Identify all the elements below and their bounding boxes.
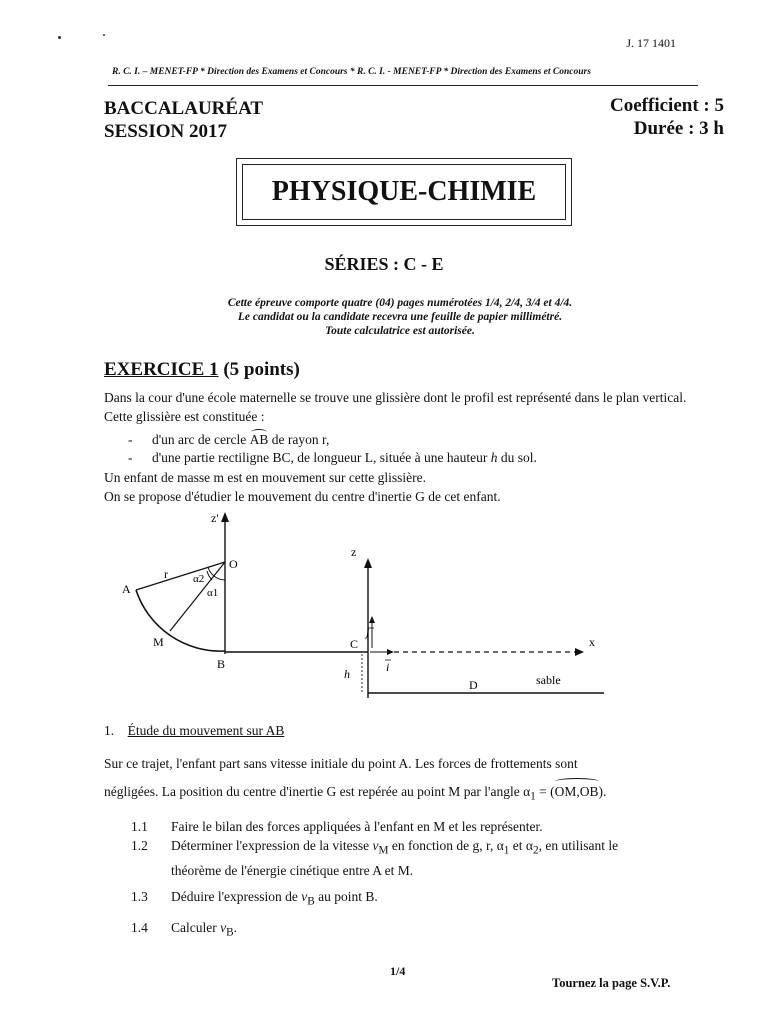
exercise-title <box>104 359 300 381</box>
radius-oa <box>136 562 225 590</box>
angle-vectors: OM,OB <box>554 784 599 799</box>
slide-diagram <box>100 508 620 708</box>
section-1-heading: Étude du mouvement sur AB <box>127 723 285 738</box>
question-1-1: 1.1 Faire le bilan des forces appliquées à l'enfant en M et les représenter. <box>131 819 543 834</box>
intro-text: Dans la cour d'une école maternelle se trouve une glissière dont le profil est représenté dans le plan vertical. Cette glissière est constituée : <box>104 390 687 424</box>
arc-ab <box>136 590 225 651</box>
exercise-name: EXERCICE 1 <box>104 359 219 380</box>
section-1-number: 1. <box>104 723 115 738</box>
h-symbol: h <box>490 450 498 465</box>
child-text: Un enfant de masse m est en mouvement sur cette glissière. <box>104 470 427 485</box>
page-number: 1/4 <box>390 964 406 978</box>
exam-info <box>104 97 263 143</box>
height-h-label: h <box>344 667 350 681</box>
z-arrow <box>364 558 372 568</box>
bullet-straight: - d'une partie rectiligne BC, de longueur L, située à une hauteur h du sol. <box>128 450 537 465</box>
coefficient: Coefficient : 5 <box>610 95 724 116</box>
scan-speck <box>103 34 105 36</box>
alpha2-label: α2 <box>193 573 205 585</box>
note-pages: Cette épreuve comporte quatre (04) pages numérotées 1/4, 2/4, 3/4 et 4/4. <box>227 297 573 309</box>
vector-j-arrow <box>369 616 375 623</box>
duration: Durée : 3 h <box>633 118 724 139</box>
subject-title-box <box>236 158 572 226</box>
section-1-text-1: Sur ce trajet, l'enfant part sans vitesse initiale du point A. Les forces de frottements sont <box>104 756 578 771</box>
section-1-text-2: négligées. La position du centre d'inertie G est repérée au point M par l'angle $\alpha_1 = (OM,OB)$. <box>104 784 607 803</box>
point-c-label: C <box>350 637 359 651</box>
arc-ab-label: AB <box>249 432 269 447</box>
exercise-points: (5 points) <box>223 359 300 380</box>
exam-name: BACCALAURÉAT <box>104 98 264 119</box>
point-b-label: B <box>217 657 226 671</box>
exam-notes <box>0 296 768 338</box>
vector-i-arrow <box>387 649 394 655</box>
alpha1-label: α1 <box>207 587 219 599</box>
radius-r-label: r <box>164 567 168 581</box>
question-1-4: 1.4 Calculer $v_B$. <box>131 920 237 939</box>
series: SÉRIES : C - E <box>324 254 444 274</box>
goal-text: On se propose d'étudier le mouvement du centre d'inertie G de cet enfant. <box>104 489 501 504</box>
vector-j-label: j <box>366 625 370 639</box>
x-arrow <box>575 648 584 656</box>
angle-alpha1-arc <box>214 576 225 580</box>
exam-coef <box>610 94 724 140</box>
z-prime-arrow <box>221 512 229 522</box>
sand-label: sable <box>536 673 561 687</box>
reference-code: J. 17 1401 <box>626 36 676 50</box>
note-paper: Le candidat ou la candidate recevra une feuille de papier millimétré. <box>237 311 563 323</box>
section-1-title <box>104 723 284 739</box>
x-label: x <box>589 635 595 649</box>
note-calculator: Toute calculatrice est autorisée. <box>325 325 475 337</box>
scan-speck <box>58 36 61 39</box>
point-m-label: M <box>153 635 164 649</box>
header-line: R. C. I. – MENET-FP * Direction des Examens et Concours * R. C. I. - MENET-FP * Direction des Examens et Concours <box>112 67 591 77</box>
turn-page-note: Tournez la page S.V.P. <box>552 976 671 990</box>
question-1-3: 1.3 Déduire l'expression de $v_B$ au point B. <box>131 889 378 908</box>
point-a-label: A <box>122 582 131 596</box>
vector-i-label: i <box>386 660 390 674</box>
point-o-label: O <box>229 557 238 571</box>
angle-alpha2-arc-2 <box>207 571 212 580</box>
bullet-arc: - d'un arc de cercle AB de rayon r, <box>128 432 330 447</box>
question-1-2: 1.2 Déterminer l'expression de la vitesse $v_M$ en fonction de g, r, $\alpha_1$ et $\alpha_2$, en utilisant le théorème de l'énergie cinétique entre A et M. <box>131 838 619 878</box>
z-prime-label: z' <box>211 511 219 525</box>
z-label: z <box>351 545 357 559</box>
exam-session: SESSION 2017 <box>104 121 228 142</box>
subject-title: PHYSIQUE-CHIMIE <box>242 164 566 220</box>
point-d-label: D <box>469 678 478 692</box>
header-rule <box>108 85 698 86</box>
